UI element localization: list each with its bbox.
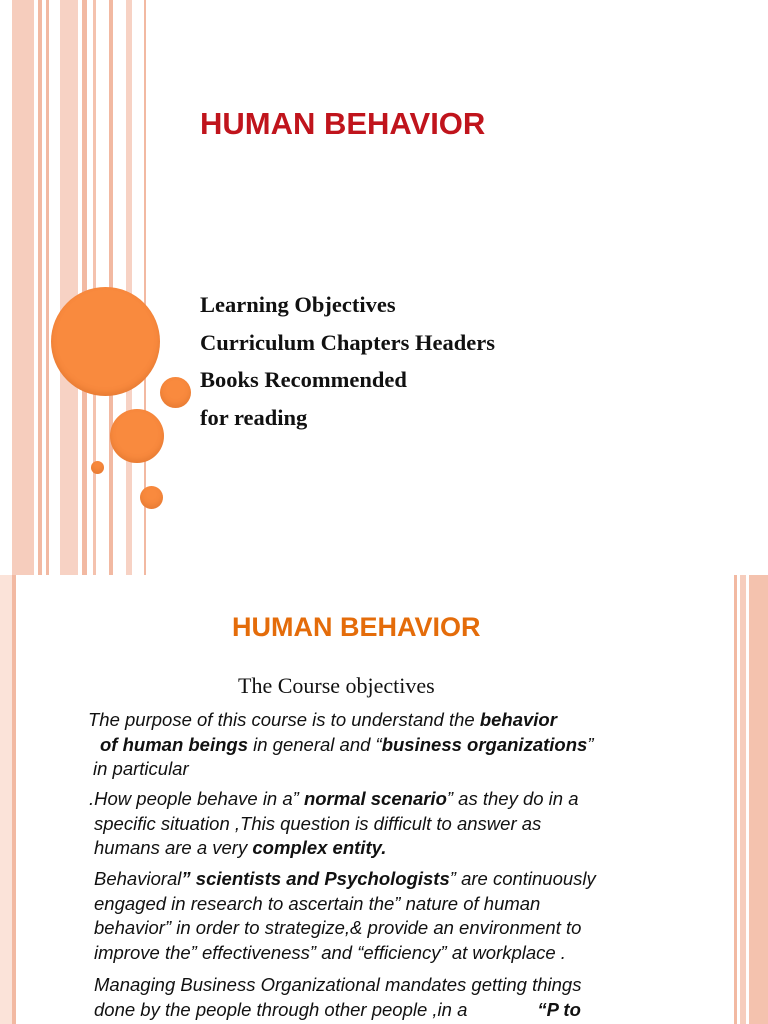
slide-title: HUMAN BEHAVIOR [200,106,486,141]
slide-2 [0,575,768,1024]
list-item: Learning Objectives [200,292,396,317]
decor-circle [160,377,191,408]
decor-stripe [0,575,12,1024]
decor-stripe [82,0,87,575]
decor-stripe [46,0,49,575]
paragraph-purpose: The purpose of this course is to understand the behavior of human beings in general and “business organizations” in particular [88,709,594,779]
decor-stripe [734,575,737,1024]
decor-stripe [12,575,16,1024]
list-item: Curriculum Chapters Headers [200,329,495,355]
slide-subtitle: The Course objectives [238,673,435,698]
decor-stripe [12,0,34,575]
list-item: Books Recommended [200,367,407,392]
decor-circle [140,486,163,509]
decor-stripe [740,575,746,1024]
decor-circle [91,461,104,474]
decor-circle [51,287,160,396]
decor-stripe [60,0,78,575]
paragraph-managing: Managing Business Organizational mandates getting things done by the people through other people ,in a “P to [94,974,582,1020]
paragraph-scientists: Behavioral” scientists and Psychologists” are continuously engaged in research to ascertain the” nature of human behavior” in order to strategize,& provide an environment to improve the” effectiveness” and “efficiency” at workplace . [94,868,596,963]
objectives-list [200,286,495,436]
decor-stripe [126,0,132,575]
list-item: for reading [200,404,308,430]
decor-circle [110,409,164,463]
paragraph-behavior: .How people behave in a” normal scenario” as they do in a specific situation ,This question is difficult to answer as humans are a very complex entity. [89,788,579,858]
slide-title: HUMAN BEHAVIOR [232,612,481,642]
decor-stripe [749,575,768,1024]
decor-stripe [38,0,42,575]
